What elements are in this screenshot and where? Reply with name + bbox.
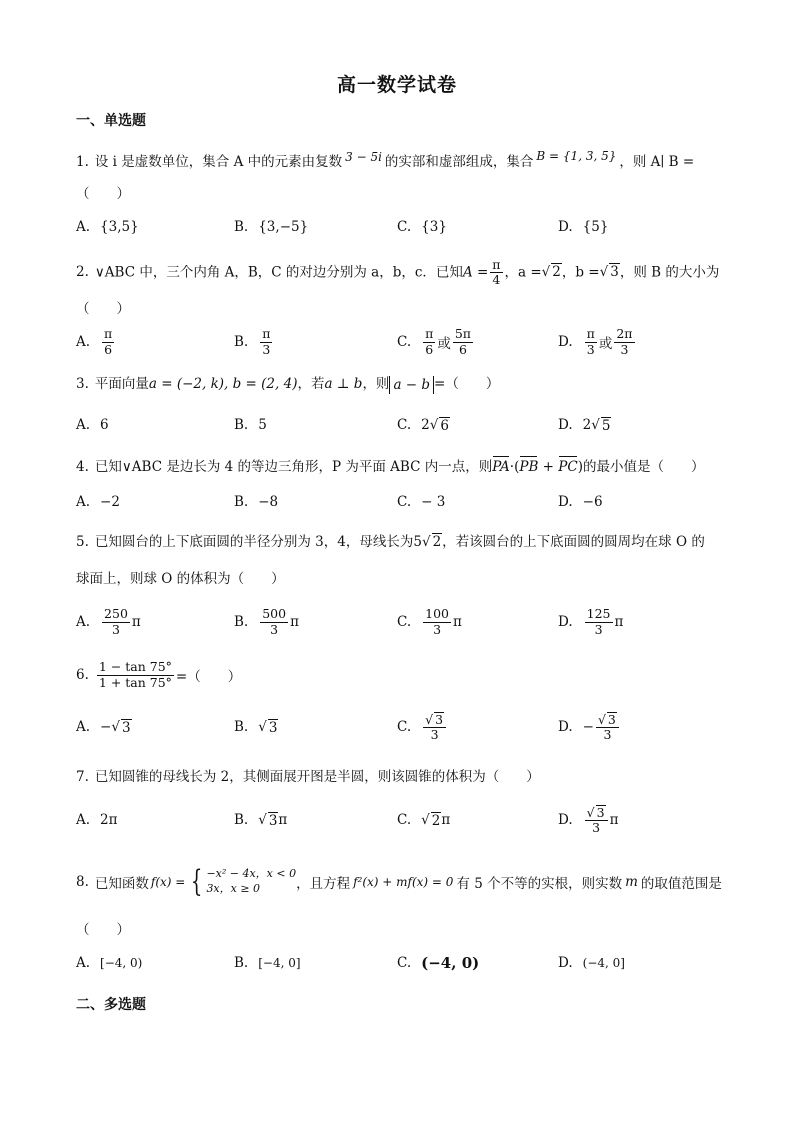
q5-option-d: D. $\frac{125}{3}$ π — [558, 606, 624, 637]
question-6: 6. $\frac{1 - \tan 75^\circ}{1 + \tan 75^\circ}$ =（ ） — [76, 659, 242, 690]
q5-option-a: A. $\frac{250}{3}$ π — [76, 606, 141, 637]
q7-options — [76, 800, 736, 840]
q6-option-c: C. √ $\frac{3}{3}$ — [397, 707, 448, 747]
q5-option-c: C. $\frac{100}{3}$ π — [397, 606, 462, 637]
section-heading-multiple-choice: 二、多选题 — [76, 997, 146, 1013]
answer-blank: （ ） — [76, 301, 130, 317]
q2-options — [76, 322, 736, 362]
q2-option-d: D. $\frac{\pi}{3}$ 或 $\frac{2\pi}{3}$ — [558, 326, 633, 357]
q1-option-d: D. {5} — [558, 219, 609, 235]
q8-options — [76, 943, 736, 983]
q5-option-b: B. $\frac{500}{3}$ π — [234, 606, 299, 637]
q5-options — [76, 602, 736, 642]
question-2: 2. ∨ABC 中，三个内角 A，B，C 的对边分别为 a，b，c．已知A = $\frac{\pi}{4}$ ，a =√ 2，b =√ 3，则 B 的大小为 — [76, 258, 719, 288]
q1-option-c: C. {3} — [397, 219, 447, 235]
question-1: 1. 设 i 是虚数单位，集合 A 中的元素由复数 3 − 5i 的实部和虚部组成，集合 B = {1, 3, 5} ，则 A∣ B = — [76, 149, 695, 170]
q1-option-a: A. {3,5} — [76, 219, 139, 235]
q2-option-b: B. $\frac{\pi}{3}$ — [234, 326, 271, 357]
q6-option-b: B. √ 3 — [234, 707, 278, 747]
q6-option-d: D. − √ $\frac{3}{3}$ — [558, 707, 621, 747]
q4-option-b: B. −8 — [234, 494, 279, 510]
q7-option-c: C. √ 2 π — [397, 800, 450, 840]
question-8: 8. 已知函数 f(x) = { −x² − 4x，x < 0 3x，x ≥ 0 ，且方程 f²(x) + mf(x) = 0 有 5 个不等的实根，则实数 m 的取值范围是 — [76, 864, 722, 899]
q4-option-d: D. −6 — [558, 494, 603, 510]
q4-options — [76, 482, 736, 522]
q3-options — [76, 405, 736, 445]
section-heading-single-choice: 一、单选题 — [76, 113, 146, 129]
q8-option-d: D. (−4, 0] — [558, 955, 625, 971]
q2-option-c: C. $\frac{\pi}{6}$ 或 $\frac{5\pi}{6}$ — [397, 326, 472, 357]
q3-option-d: D. 2 √ 5 — [558, 405, 611, 445]
q6-option-a: A. − √ 3 — [76, 707, 132, 747]
answer-blank: （ ） — [76, 922, 130, 938]
answer-blank: （ ） — [76, 186, 130, 202]
q3-option-c: C. 2 √ 6 — [397, 405, 450, 445]
q6-options — [76, 707, 736, 747]
question-5: 5. 已知圆台的上下底面圆的半径分别为 3，4，母线长为5√ 2，若该圆台的上下底面圆的圆周均在球 O 的 — [76, 530, 705, 550]
q8-option-a: A. [−4, 0) — [76, 955, 143, 971]
piecewise-brace: { −x² − 4x，x < 0 3x，x ≥ 0 — [191, 864, 297, 899]
page-title: 高一数学试卷 — [336, 74, 457, 96]
q1-options — [76, 207, 736, 247]
q8-option-b: B. [−4, 0] — [234, 955, 301, 971]
q7-option-a: A. 2π — [76, 812, 118, 828]
question-5-line-2: 球面上，则球 O 的体积为（ ） — [76, 571, 285, 587]
question-7: 7. 已知圆锥的母线长为 2，其侧面展开图是半圆，则该圆锥的体积为（ ） — [76, 769, 540, 785]
q2-option-a: A. $\frac{\pi}{6}$ — [76, 326, 113, 357]
q1-option-b: B. {3,−5} — [234, 219, 309, 235]
q3-option-a: A. 6 — [76, 417, 109, 433]
q4-option-c: C. − 3 — [397, 494, 446, 510]
q4-option-a: A. −2 — [76, 494, 120, 510]
q3-option-b: B. 5 — [234, 417, 267, 433]
q7-option-b: B. √ 3 π — [234, 800, 287, 840]
question-4: 4. 已知∨ABC 是边长为 4 的等边三角形，P 为平面 ABC 内一点，则PA·(PB + PC)的最小值是（ ） — [76, 455, 704, 475]
question-3: 3. 平面向量a = (−2, k), b = (2, 4)，若a ⊥ b，则 a − b =（ ） — [76, 376, 500, 393]
q7-option-d: D. √ $\frac{3}{3}$ π — [558, 800, 618, 840]
q8-option-c: C. (−4, 0) — [397, 954, 480, 972]
